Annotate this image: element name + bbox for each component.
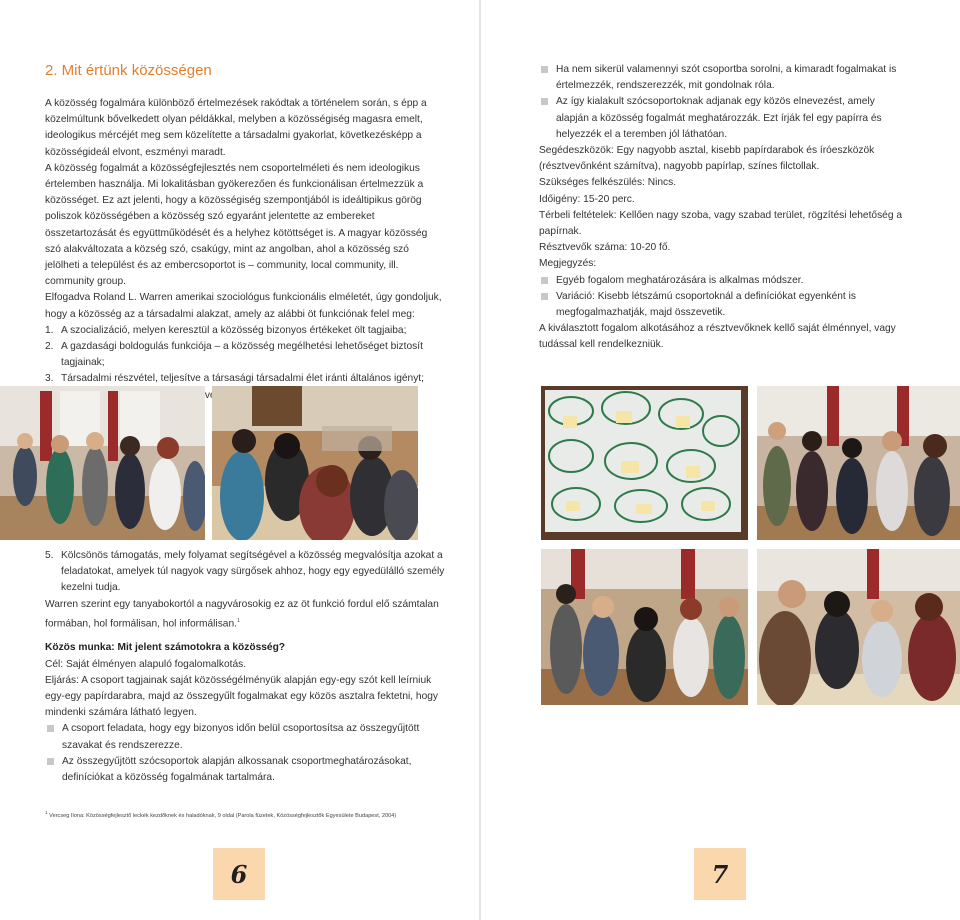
bullet-item: Ha nem sikerül valamennyi szót csoportba sorolni, a kimaradt fogalmakat is értelmezzék, rendszerezzék, mit gondolnak róla.: [539, 62, 909, 94]
page-number: 7: [711, 859, 729, 889]
bullet-icon: [541, 66, 548, 73]
bullet-icon: [47, 725, 54, 732]
paragraph: A közösség fogalmára különböző értelmezések rakódtak a történelem során, s épp a közelmúltunk bővelkedett olyan példákkal, melyben a közösségiség magasra emelt, ideologikus mércéjét meg sem közelítette a társadalmi gyakorlat, következésképp a közösségideál elvont, eszményi maradt.: [45, 98, 427, 158]
list-item: 2. A gazdasági boldogulás funkciója – a közösség megélhetési lehetőséget biztosít tagjainak;: [45, 341, 423, 369]
prep-text: Szükséges felkészülés: Nincs.: [539, 177, 677, 189]
procedure-text: Eljárás: A csoport tagjainak saját közösségélményük alapján egy-egy szót kell leírniuk egy-egy papírdarabra, majd az összegyűlt fogalmakat egy közös asztalra fektetni, hogy mindenki számára látható legyen.: [45, 674, 438, 719]
space-text: Térbeli feltételek: Kellően nagy szoba, vagy szabad terület, rögzítési lehetőség a papírnak.: [539, 209, 903, 238]
closing-text: A kiválasztott fogalom alkotásához a résztvevőknek kellő saját élménnyel, vagy tudással kell rendelkezniük.: [539, 323, 896, 351]
task-text: [45, 548, 445, 786]
paragraph: Warren szerint egy tanyabokortól a nagyvárosokig ez az öt funkció fordul elő számtalan formában, hol formálisan, hol informálisan.$^1$: [45, 598, 439, 630]
bullet-icon: [541, 98, 548, 105]
paragraph: Elfogadva Roland L. Warren amerikai szociológus funkcionális elméletét, úgy gondoljuk, hogy a közösség az a társadalmi alakzat, amely az alábbi öt funkciónak felel meg:: [45, 292, 442, 320]
page-number-box: [213, 848, 265, 900]
bullet-item: Az így kialakult szócsoportoknak adjanak egy közös elnevezést, amely alapján a közösség fogalmát meghatározzák. Ezt írják fel egy papírra és helyezzék el a teremben jól láthatóan.: [539, 94, 909, 143]
time-text: Időigény: 15-20 perc.: [539, 193, 635, 205]
tools-text: Segédeszközök: Egy nagyobb asztal, kisebb papírdarabok és íróeszközök (résztvevőnként számítva), nagyobb papírlap, színes filctollak.: [539, 145, 875, 173]
bullet-icon: [541, 277, 548, 284]
footnote-ref: 1: [236, 617, 240, 624]
page-title: 2. Mit értünk közösségen: [45, 62, 212, 79]
list-item: 5. Kölcsönös támogatás, mely folyamat segítségével a közösség megvalósítja azokat a feladatokat, amelyek túl nagyok vagy sürgősek ahhoz, hogy egy egyedülálló személy kezelni tudja.: [45, 550, 445, 594]
list-item: 1. A szocializáció, melyen keresztül a közösség bizonyos értékeket ölt tagjaiba;: [45, 324, 407, 336]
goal-text: Cél: Saját élményen alapuló fogalomalkotás.: [45, 658, 247, 670]
participants-text: Résztvevők száma: 10-20 fő.: [539, 242, 671, 254]
bullet-icon: [47, 758, 54, 765]
bullet-item: A csoport feladata, hogy egy bizonyos időn belül csoportosítsa az összegyűjtött szavakat és rendszerezze.: [45, 721, 445, 753]
bullet-icon: [541, 293, 548, 300]
intro-text: [45, 96, 445, 404]
task-heading: Közös munka: Mit jelent számotokra a közösség?: [45, 642, 286, 654]
bullet-item: Az összegyűjtött szócsoportok alapján alkossanak csoportmeghatározásokat, definíciókat a közösség fogalmának tartalmára.: [45, 754, 445, 786]
poster-photo: [541, 386, 748, 540]
paragraph: A közösség fogalmát a közösségfejlesztés nem csoportelméleti és nem ideologikus értelemben használja. Mi lokalitásban gyökerezően és funkcionálisan értelmezzük a közösséget. Ez azt jelenti, hogy a közösségiség szempontjából is ideáltipikus görög poliszok közösségében a közösség szó egyaránt jelentette az embereket összetartozását és együttműködését és a helyhez kötöttséget is. A magyar közösség szó alakváltozata a község szó, csakúgy, mint az angolban, ahol a közösség szó jelölheti a települést és az embercsoportot is – community, local community, ill. community group.: [45, 162, 428, 288]
group-photo-room: [757, 386, 960, 540]
group-photo-standing: [0, 386, 205, 540]
list-item: 3. Társadalmi részvétel, teljesítve a társasági társadalmi élet iránti általános igényt;: [45, 373, 424, 385]
group-photo-table: [212, 386, 418, 540]
bullet-item: Variáció: Kisebb létszámú csoportoknál a definíciókat egyenként is megfogalmazhatják, majd összevetik.: [539, 289, 909, 321]
group-photo-closeup: [757, 549, 960, 705]
bullet-item: Egyéb fogalom meghatározására is alkalmas módszer.: [539, 273, 909, 289]
notes-label: Megjegyzés:: [539, 258, 597, 270]
group-photo-circle: [541, 549, 748, 705]
instructions-text: [539, 62, 909, 354]
footnote: $^1$ Vercseg Ilona: Közösségfejlesztő leckék kezdőknek és haladóknak, 9 oldal (Parola füzetek, Közösségfejlesztők Egyesülete Budapest, 2004): [45, 810, 397, 819]
page-number-box: [694, 848, 746, 900]
page-number: 6: [230, 859, 248, 889]
left-page: [0, 0, 479, 920]
